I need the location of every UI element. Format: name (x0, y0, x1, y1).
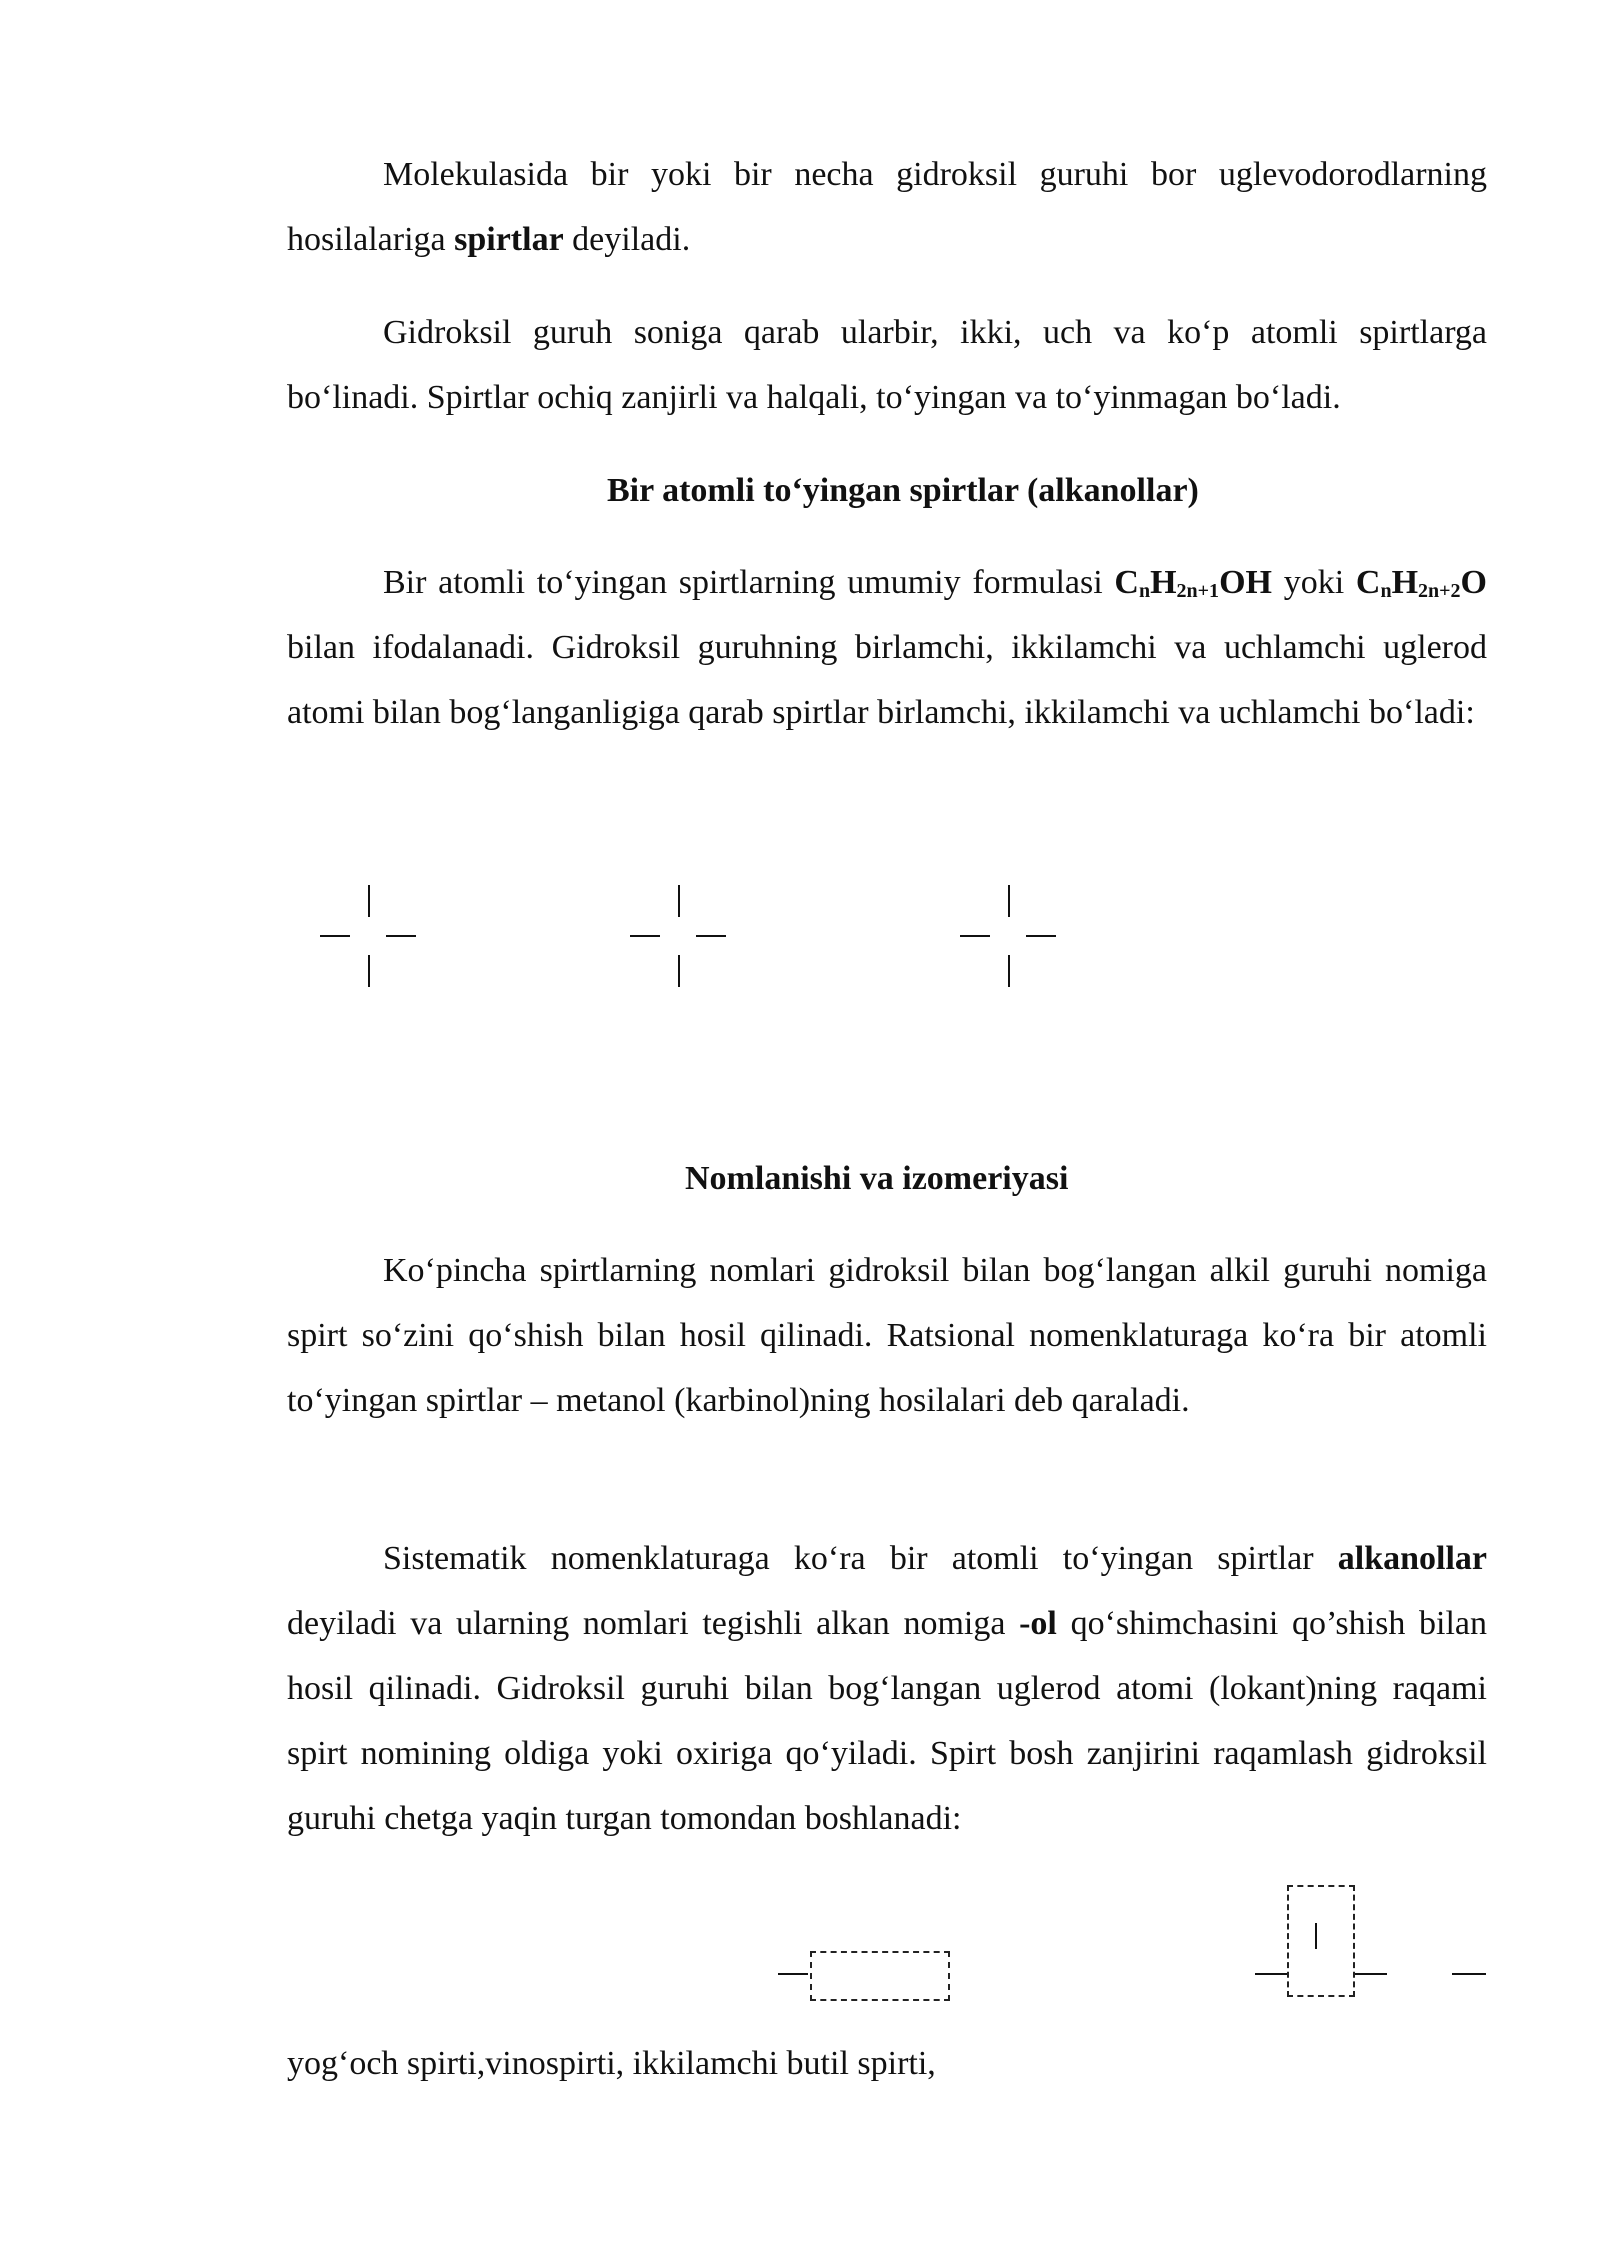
bold-suffix: -ol (1019, 1605, 1057, 1642)
text-run: deyiladi. (563, 221, 691, 258)
paragraph-rational-nomenclature: Ko‘pincha spirtlarning nomlari gidroksil bilan bog‘langan alkil guruhi nomiga spirt so‘zini qo‘shish bilan hosil qilinadi. Ratsional nomenklaturaga ko‘ra bir atomli to‘yingan spirtlar – metanol (karbinol)ning hosilalari deb qaraladi. (287, 1252, 1487, 1419)
structure-secondary (628, 885, 728, 995)
bold-term: spirtlar (454, 221, 564, 258)
text-run: Molekulasida bir yoki bir necha gidroksil guruhi bor uglevodorodlarning hosilalariga (287, 156, 1487, 258)
paragraph-general-formula (287, 550, 1487, 745)
section-heading (287, 458, 1487, 523)
structure-dashed-branch (1255, 1885, 1495, 2005)
bold-term: alkanollar (1337, 1540, 1487, 1577)
structure-tertiary (958, 885, 1058, 995)
formula-alternative: $C_nH_{2n+2}O$ (1355, 564, 1487, 602)
formula-alcohol: $C_nH_{2n+1}OH$ (1114, 564, 1272, 602)
structure-dashed-chain (778, 1945, 958, 2005)
section-heading (287, 1146, 1487, 1211)
text-run: qo‘shimchasini qo’shish bilan hosil qilinadi. Gidroksil guruhi bilan bog‘langan uglerod atomi (lokant)ning raqami spirt nomining oldiga yoki oxiriga qo‘yiladi. Spirt bosh zanjirini raqamlash gidroksil guruhi chetga yaqin turgan tomondan boshlanadi: (287, 1605, 1488, 1837)
heading-text: Nomlanishi va izomeriyasi (685, 1160, 1069, 1197)
paragraph-classification: Gidroksil guruh soniga qarab ularbir, ikki, uch va ko‘p atomli spirtlarga bo‘linadi. Spirtlar ochiq zanjirli va halqali, to‘yingan va to‘yinmagan bo‘ladi. (287, 314, 1487, 416)
text-run: Sistematik nomenklaturaga ko‘ra bir atomli to‘yingan spirtlar (383, 1540, 1338, 1577)
structure-primary (320, 885, 420, 995)
heading-text: Bir atomli to‘yingan spirtlar (alkanollar) (607, 472, 1199, 509)
text-run: bilan ifodalanadi. Gidroksil guruhning birlamchi, ikkilamchi va uchlamchi uglerod atomi bilan bog‘langanligiga qarab spirtlar birlamchi, ikkilamchi va uchlamchi bo‘ladi: (287, 629, 1487, 731)
paragraph-examples: yog‘och spirti,vinospirti, ikkilamchi butil spirti, (287, 2045, 936, 2082)
text-run: yoki (1271, 564, 1356, 601)
text-run: deyiladi va ularning nomlari tegishli alkan nomiga (287, 1605, 1020, 1642)
text-run: Bir atomli to‘yingan spirtlarning umumiy formulasi (383, 564, 1115, 601)
paragraph-definition (287, 142, 1487, 272)
paragraph-systematic-nomenclature (287, 1526, 1487, 1851)
